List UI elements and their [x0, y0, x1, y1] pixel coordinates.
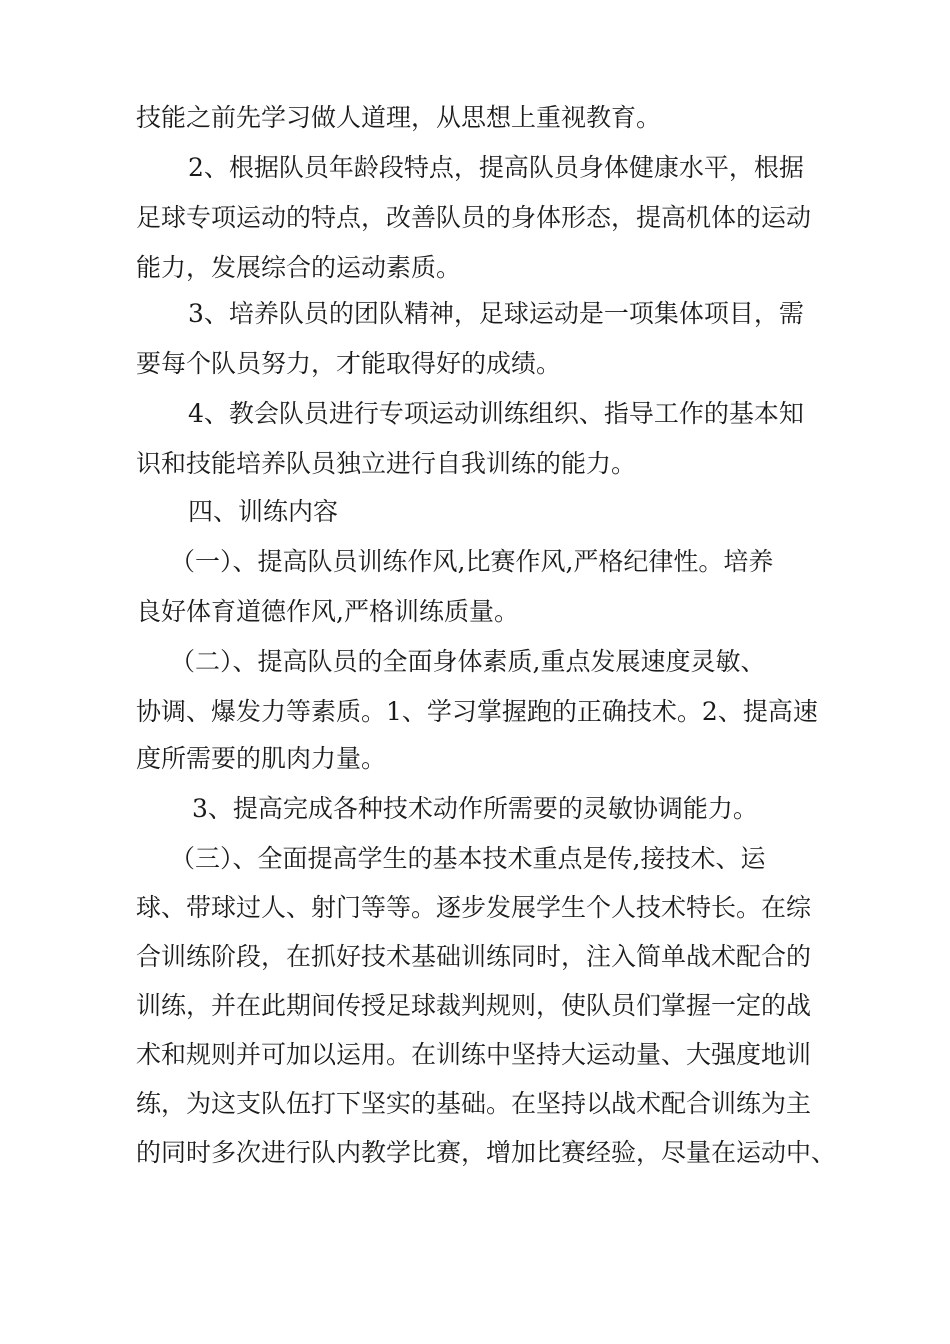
text-line-17: 球、带球过人、射门等等。逐步发展学生个人技术特长。在综: [136, 893, 812, 922]
text-line-15: 3、提高完成各种技术动作所需要的灵敏协调能力。: [192, 794, 758, 823]
text-line-16: （三）、全面提高学生的基本技术重点是传,接技术、运: [170, 844, 766, 873]
text-line-8: 识和技能培养队员独立进行自我训练的能力。: [136, 449, 637, 478]
text-line-6: 要每个队员努力，才能取得好的成绩。: [136, 349, 562, 378]
text-line-7: 4、教会队员进行专项运动训练组织、指导工作的基本知: [188, 399, 804, 428]
text-line-14: 度所需要的肌肉力量。: [136, 744, 387, 773]
text-line-4: 能力，发展综合的运动素质。: [136, 253, 462, 282]
text-line-22: 的同时多次进行队内教学比赛，增加比赛经验，尽量在运动中、: [136, 1138, 837, 1167]
text-line-2: 2、根据队员年龄段特点，提高队员身体健康水平，根据: [188, 153, 804, 182]
text-line-13: 协调、爆发力等素质。1、学习掌握跑的正确技术。2、提高速: [136, 697, 818, 726]
text-line-19: 训练，并在此期间传授足球裁判规则，使队员们掌握一定的战: [136, 991, 812, 1020]
text-line-18: 合训练阶段，在抓好技术基础训练同时，注入简单战术配合的: [136, 942, 812, 971]
text-line-10: （一）、提高队员训练作风,比赛作风,严格纪律性。培养: [170, 547, 774, 576]
text-line-21: 练，为这支队伍打下坚实的基础。在坚持以战术配合训练为主: [136, 1089, 812, 1118]
text-line-20: 术和规则并可加以运用。在训练中坚持大运动量、大强度地训: [136, 1040, 812, 1069]
text-line-5: 3、培养队员的团队精神，足球运动是一项集体项目，需: [188, 299, 804, 328]
text-line-12: （二）、提高队员的全面身体素质,重点发展速度灵敏、: [170, 647, 766, 676]
text-line-1: 技能之前先学习做人道理，从思想上重视教育。: [136, 103, 662, 132]
text-line-11: 良好体育道德作风,严格训练质量。: [136, 597, 519, 626]
text-line-3: 足球专项运动的特点，改善队员的身体形态，提高机体的运动: [136, 203, 812, 232]
section-heading: 四、训练内容: [188, 497, 339, 526]
